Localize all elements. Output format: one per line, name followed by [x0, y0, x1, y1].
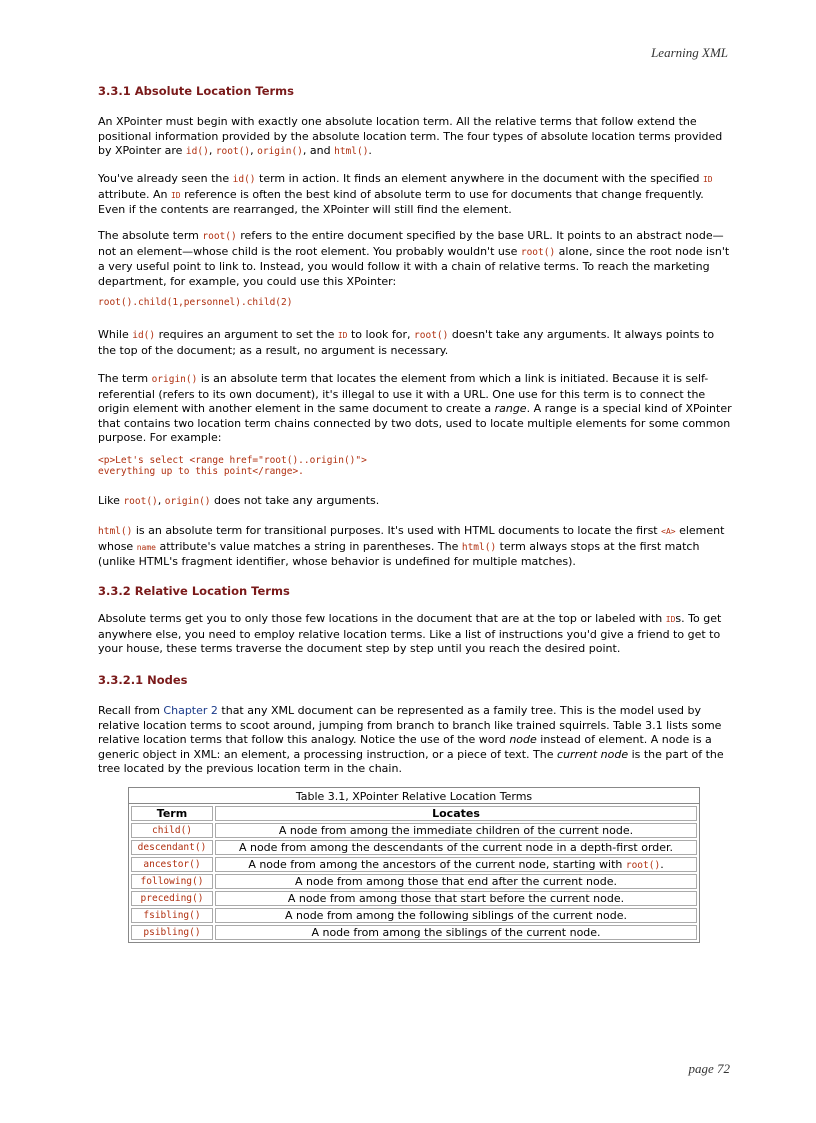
section-heading-3-3-1: 3.3.1 Absolute Location Terms: [98, 84, 295, 98]
table-row: [131, 908, 697, 923]
paragraph-relative-intro: Absolute terms get you to only those few locations in the document that are at the top or labeled with IDs. To get anywhere else, you need to employ relative location terms. Like a list of instructions you'd give a friend to get to your house, these terms traverse the document step by step until you reach the desired point.: [98, 612, 722, 655]
table-row: [131, 874, 697, 889]
chapter-2-link[interactable]: Chapter 2: [163, 704, 218, 717]
paragraph-root-term: The absolute term root() refers to the entire document specified by the base URL. It points to an abstract node—not an element—whose child is the root element. You probably wouldn't use root() alone, since the root node isn't a very useful point to link to. Instead, you would follow it with a chain of relative terms. To reach the marketing department, for example, you could use this XPointer:: [98, 229, 730, 288]
paragraph-like-root: Like root(), origin() does not take any arguments.: [98, 494, 380, 507]
paragraph-origin-term: The term origin() is an absolute term that locates the element from which a link is initiated. Because it is self-referential (refers to its own document), it's illegal to use it with a URL. One use for this term is to connect the origin element with another element in the same document to create a range. A range is a special kind of XPointer that contains two location term chains connected by two dots, used to locate multiple elements for some common purpose. For example:: [98, 372, 732, 444]
code-example-root: root().child(1,personnel).child(2): [98, 297, 293, 308]
paragraph-id-vs-root: While id() requires an argument to set the ID to look for, root() doesn't take any arguments. It always points to the top of the document; as a result, no argument is necessary.: [98, 328, 715, 357]
section-heading-3-3-2: 3.3.2 Relative Location Terms: [98, 584, 290, 598]
locates-cell: A node from among the siblings of the current node.: [215, 925, 697, 940]
paragraph-absolute-intro: An XPointer must begin with exactly one absolute location term. All the relative terms that follow extend the positional information provided by the absolute location term. The four types of absolute location terms provided by XPointer are id(), root(), origin(), and html().: [98, 115, 723, 157]
code-example-range: <p>Let's select <range href="root()..origin()"> everything up to this point</range>.: [98, 455, 367, 477]
paragraph-nodes: Recall from Chapter 2 that any XML document can be represented as a family tree. This is the model used by relative location terms to scoot around, jumping from branch to branch like trained squirrels. Table 3.1 lists some relative location terms that follow this analogy. Notice the use of the word node instead of element. A node is a generic object in XML: an element, a processing instruction, or a piece of text. The current node is the part of the tree located by the previous location term in the chain.: [98, 704, 724, 775]
relative-location-terms-table: [128, 787, 700, 943]
table-row: [131, 891, 697, 906]
term-cell: psibling(): [131, 925, 213, 940]
page-number: page 72: [688, 1061, 730, 1076]
term-cell: preceding(): [131, 891, 213, 906]
locates-cell: A node from among the following siblings of the current node.: [215, 908, 697, 923]
table-header-row: [131, 806, 697, 821]
table-row: [131, 823, 697, 838]
locates-cell: A node from among the descendants of the current node in a depth-first order.: [215, 840, 697, 855]
locates-cell: A node from among the ancestors of the current node, starting with root().: [215, 857, 697, 872]
table-row: [131, 925, 697, 940]
paragraph-html-term: html() is an absolute term for transitional purposes. It's used with HTML documents to locate the first <A> element whose name attribute's value matches a string in parentheses. The html() term always stops at the first match (unlike HTML's fragment identifier, whose behavior is undefined for multiple matches).: [98, 524, 725, 568]
table-row: [131, 840, 697, 855]
term-cell: following(): [131, 874, 213, 889]
locates-cell: A node from among the immediate children of the current node.: [215, 823, 697, 838]
term-cell: child(): [131, 823, 213, 838]
column-header-locates: Locates: [215, 806, 697, 821]
term-cell: ancestor(): [131, 857, 213, 872]
locates-cell: A node from among those that start before the current node.: [215, 891, 697, 906]
locates-cell: A node from among those that end after the current node.: [215, 874, 697, 889]
table-row: [131, 857, 697, 872]
term-cell: descendant(): [131, 840, 213, 855]
table-caption: Table 3.1, XPointer Relative Location Terms: [128, 787, 700, 803]
paragraph-id-term: You've already seen the id() term in action. It finds an element anywhere in the document with the specified ID attribute. An ID reference is often the best kind of absolute term to use for documents that change frequently. Even if the contents are rearranged, the XPointer will still find the element.: [98, 172, 713, 216]
running-head: Learning XML: [651, 45, 728, 60]
section-heading-3-3-2-1: 3.3.2.1 Nodes: [98, 673, 188, 687]
term-cell: fsibling(): [131, 908, 213, 923]
column-header-term: Term: [131, 806, 213, 821]
